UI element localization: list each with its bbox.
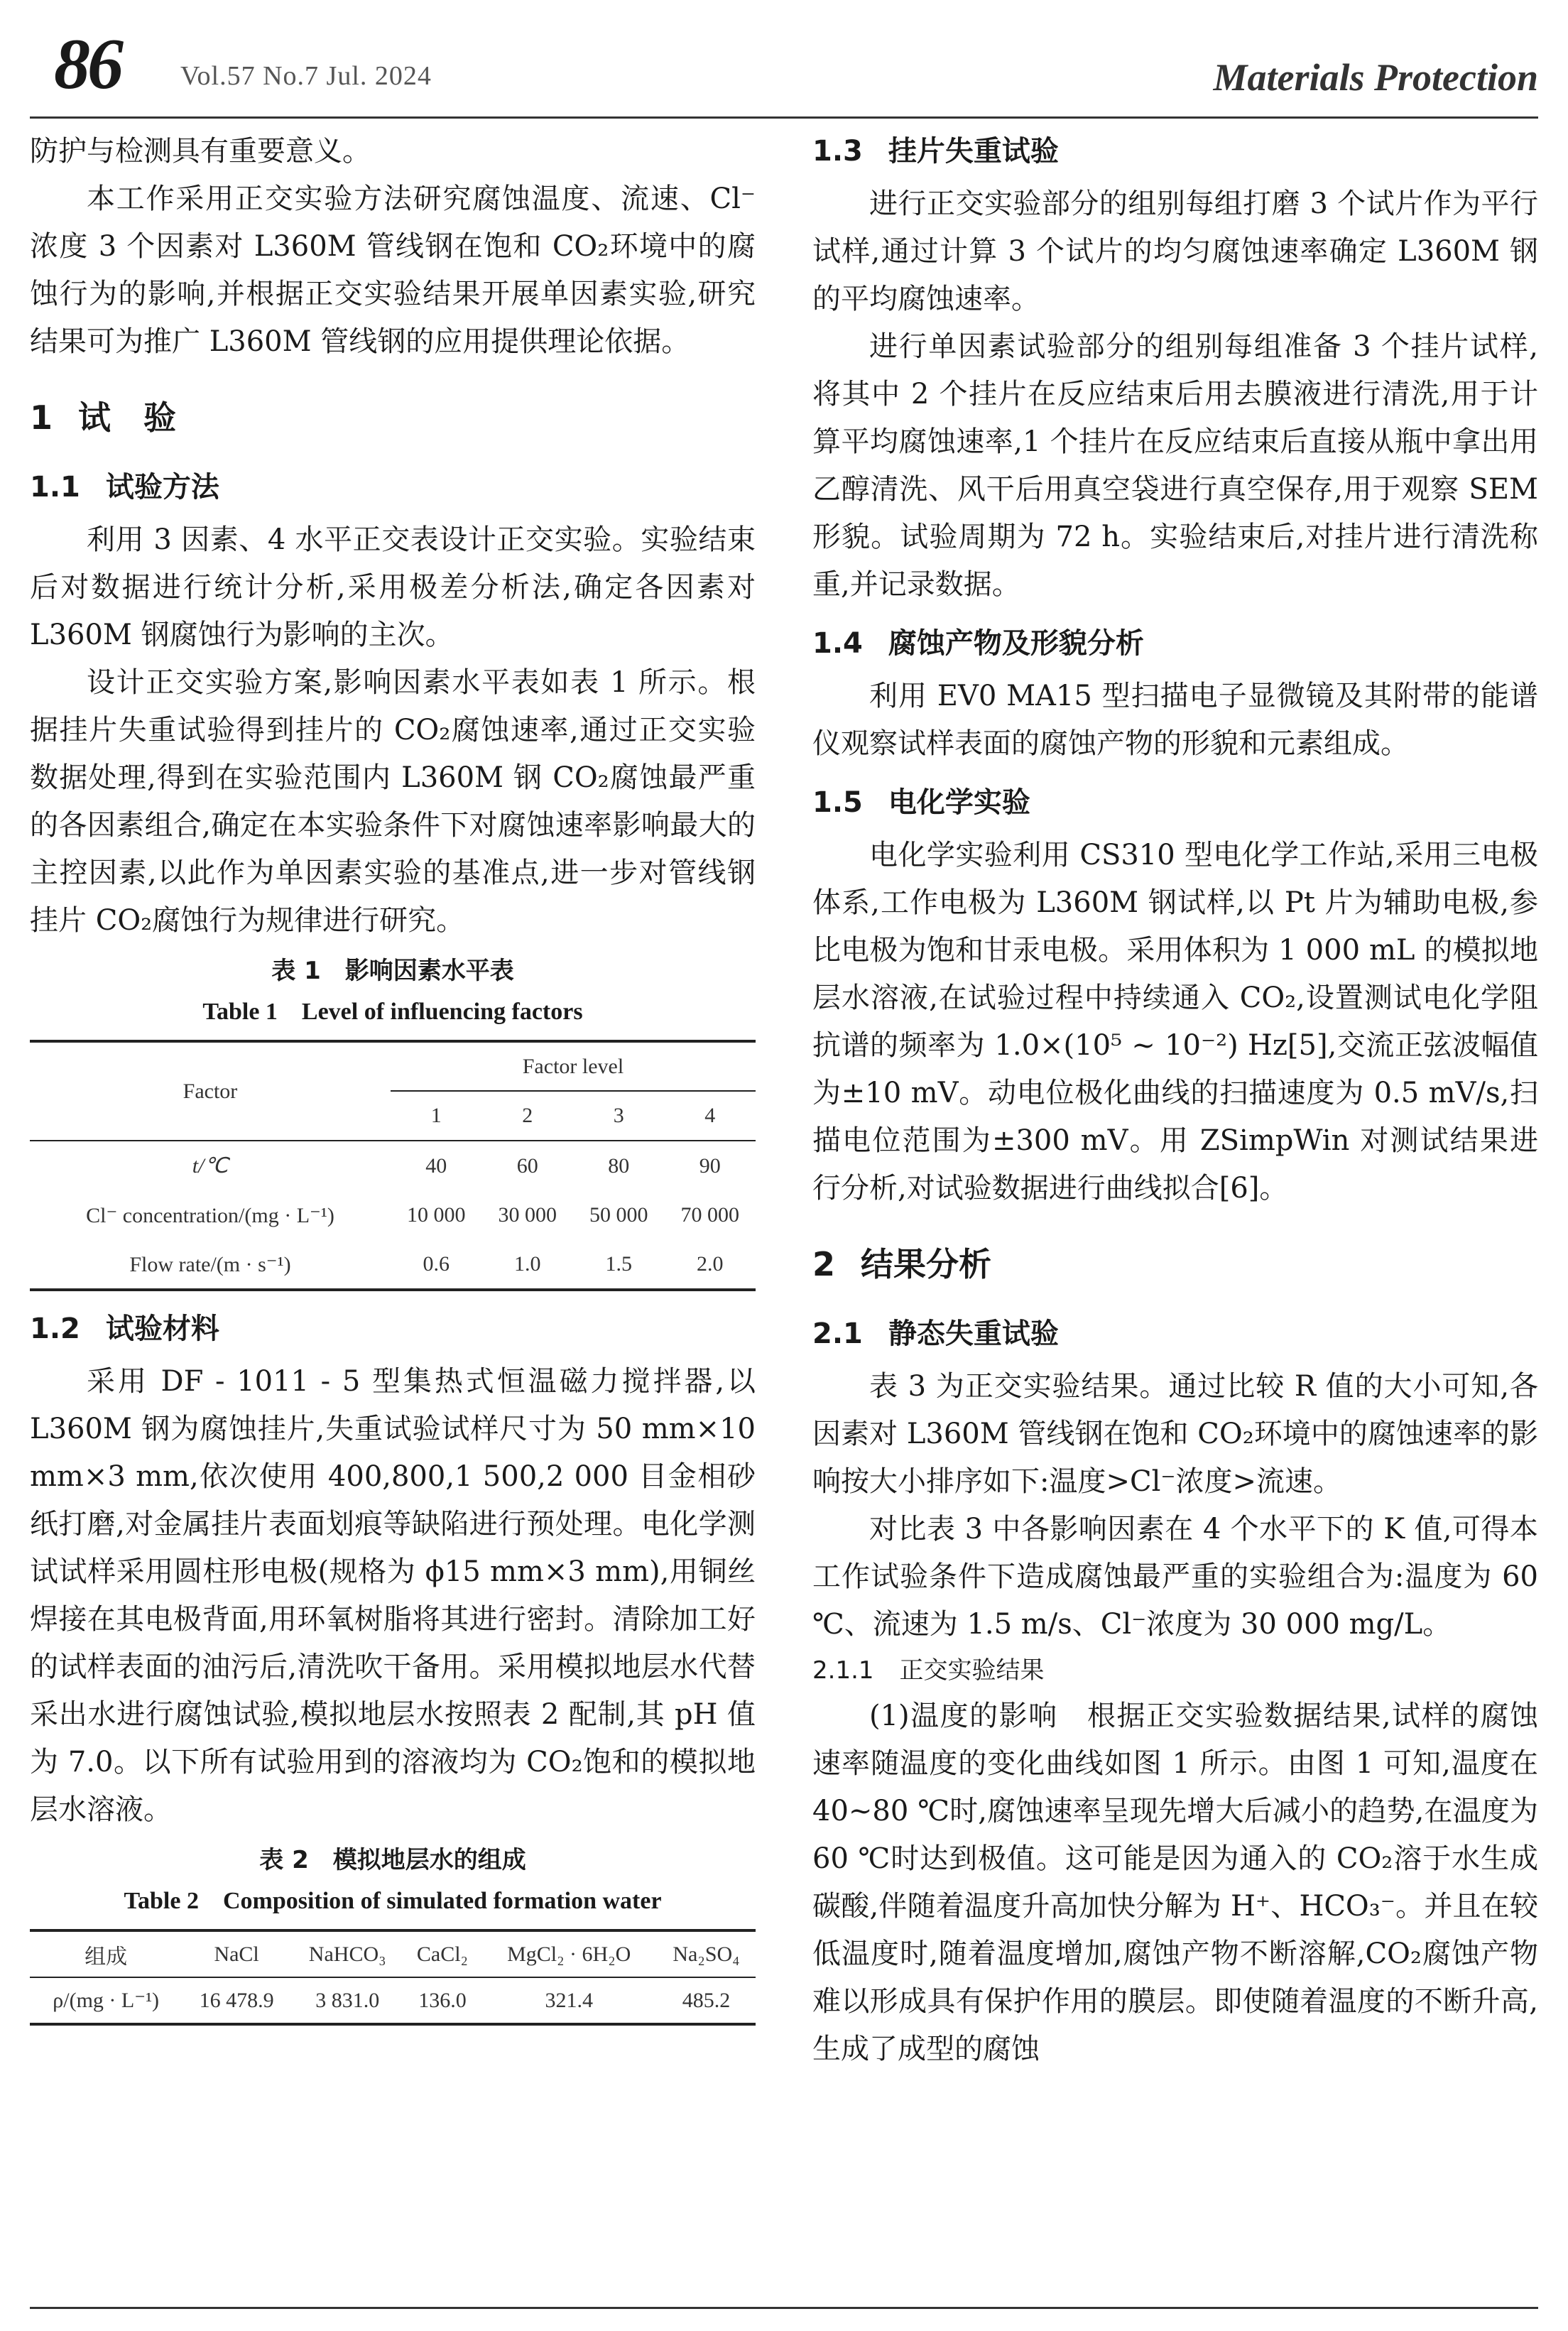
table-cell: 40: [425, 1153, 447, 1178]
section-number: 2.1.1: [812, 1656, 874, 1685]
table-2: [30, 1929, 756, 2026]
table-caption-cn: 表 2 模拟地层水的组成: [259, 1846, 526, 1874]
table-caption-en: Table 2 Composition of simulated formation water: [124, 1888, 662, 1914]
table-cell: 70 000: [680, 1203, 739, 1227]
table-cell: t/℃: [192, 1154, 229, 1178]
table-cell: 136.0: [418, 1988, 467, 2012]
table-header: Factor: [30, 1041, 391, 1141]
journal-name: Materials Protection: [1213, 56, 1538, 99]
table-cell: ρ/(mg · L⁻¹): [53, 1989, 160, 2012]
table-cell: 2.0: [696, 1252, 724, 1276]
paragraph: 进行单因素试验部分的组别每组准备 3 个挂片试样,将其中 2 个挂片在反应结束后用去膜液进行清洗,用于计算平均腐蚀速率,1 个挂片在反应结束后直接从瓶中拿出用乙醇清洗、风干后用真空袋进行真空保存,用于观察 SEM 形貌。试验周期为 72 h。实验结束后,对挂片进行清洗称重,并记录数据。: [812, 330, 1538, 601]
table-cell: 1.5: [605, 1252, 632, 1276]
table-cell: 1.0: [513, 1252, 541, 1276]
table-header: 2: [522, 1104, 533, 1127]
table-caption-cn: 表 1 影响因素水平表: [271, 957, 514, 985]
table-row: [30, 1977, 756, 2024]
table-cell: 3 831.0: [315, 1988, 380, 2012]
section-number: 2.1: [812, 1317, 863, 1350]
header-rule: [30, 116, 1538, 119]
paragraph: 利用 3 因素、4 水平正交表设计正交实验。实验结束后对数据进行统计分析,采用极差分析法,确定各因素对 L360M 钢腐蚀行为影响的主次。: [30, 523, 756, 651]
section-number: 1.3: [812, 135, 863, 168]
section-title: 结果分析: [861, 1245, 992, 1283]
table-row: [30, 1141, 756, 1190]
subsection-heading: [30, 464, 756, 511]
table-cell: 485.2: [682, 1988, 731, 2012]
footer-rule: [30, 2307, 1538, 2309]
subsection-heading: [30, 1305, 756, 1352]
page-number: 86: [54, 24, 121, 104]
issue-info: Vol.57 No.7 Jul. 2024: [180, 61, 432, 91]
table-header: NaHCO₃: [308, 1942, 386, 1966]
paragraph: 本工作采用正交实验方法研究腐蚀温度、流速、Cl⁻浓度 3 个因素对 L360M 管线钢在饱和 CO₂环境中的腐蚀行为的影响,并根据正交实验结果开展单因素实验,研究结果可为推广 L360M 管线钢的应用提供理论依据。: [30, 183, 756, 358]
table-header: MgCl₂ · 6H₂O: [507, 1942, 631, 1966]
table-cell: Cl⁻ concentration/(mg · L⁻¹): [86, 1203, 334, 1227]
paragraph: 设计正交实验方案,影响因素水平表如表 1 所示。根据挂片失重试验得到挂片的 CO₂腐蚀速率,通过正交实验数据处理,得到在实验范围内 L360M 钢 CO₂腐蚀最严重的各因素组合,确定在本实验条件下对腐蚀速率影响最大的主控因素,以此作为单因素实验的基准点,进一步对管线钢挂片 CO₂腐蚀行为规律进行研究。: [30, 666, 756, 937]
subsection-heading: [812, 128, 1538, 175]
table-header: CaCl₂: [416, 1942, 469, 1966]
table-cell: 321.4: [545, 1988, 593, 2012]
table-cell: 80: [608, 1153, 630, 1178]
table-header: 1: [430, 1104, 442, 1127]
section-number: 1.2: [30, 1313, 80, 1345]
table-header: 组成: [85, 1945, 128, 1969]
table-cell: 16 478.9: [199, 1988, 274, 2012]
paragraph: 电化学实验利用 CS310 型电化学工作站,采用三电极体系,工作电极为 L360M 钢试样,以 Pt 片为辅助电极,参比电极为饱和甘汞电极。采用体积为 1 000 mL 的模拟地层水溶液,在试验过程中持续通入 CO₂,设置测试电化学阻抗谱的频率为 1.0×(10⁵ ~ 10⁻²) Hz[5],交流正弦波幅值为±10 mV。动电位极化曲线的扫描速度为 0.5 mV/s,扫描电位范围为±300 mV。用 ZSimpWin 对测试结果进行分析,对试验数据进行曲线拟合[6]。: [812, 839, 1538, 1205]
table-cell: 90: [699, 1153, 721, 1178]
table-cell: 10 000: [406, 1203, 466, 1227]
section-heading: [30, 393, 756, 442]
table-header: 3: [613, 1104, 624, 1127]
subsection-heading: [812, 620, 1538, 667]
table-row: [30, 1240, 756, 1290]
section-title: 静态失重试验: [888, 1317, 1059, 1350]
table-header: 4: [704, 1104, 716, 1127]
table-cell: 50 000: [589, 1203, 648, 1227]
paragraph: 对比表 3 中各影响因素在 4 个水平下的 K 值,可得本工作试验条件下造成腐蚀最严重的实验组合为:温度为 60 ℃、流速为 1.5 m/s、Cl⁻浓度为 30 000 mg/L。: [812, 1513, 1538, 1641]
section-title: 试验材料: [105, 1313, 219, 1345]
subsubsection-heading: [812, 1648, 1538, 1692]
section-number: 1.1: [30, 471, 80, 504]
section-title: 试 验: [78, 398, 177, 437]
table-caption-en: Table 1 Level of influencing factors: [202, 999, 583, 1025]
section-number: 1.5: [812, 786, 863, 819]
table-1: [30, 1040, 756, 1291]
section-title: 正交实验结果: [899, 1656, 1045, 1685]
section-number: 1: [30, 398, 53, 437]
subsection-heading: [812, 1310, 1538, 1357]
page-header: [30, 24, 1538, 114]
table-cell: Flow rate/(m · s⁻¹): [129, 1252, 291, 1276]
paragraph: (1)温度的影响 根据正交实验数据结果,试样的腐蚀速率随温度的变化曲线如图 1 所示。由图 1 可知,温度在 40~80 ℃时,腐蚀速率呈现先增大后减小的趋势,在温度为 60 ℃时达到极值。这可能是因为通入的 CO₂溶于水生成碳酸,伴随着温度升高加快分解为 H⁺、HCO₃⁻。并且在较低温度时,随着温度增加,腐蚀产物不断溶解,CO₂腐蚀产物难以形成具有保护作用的膜层。即使随着温度的不断升高,生成了成型的腐蚀: [812, 1700, 1538, 2065]
section-title: 挂片失重试验: [888, 135, 1059, 168]
section-title: 腐蚀产物及形貌分析: [888, 627, 1144, 660]
subsection-heading: [812, 779, 1538, 826]
section-title: 电化学实验: [888, 786, 1030, 819]
paragraph: 表 3 为正交实验结果。通过比较 R 值的大小可知,各因素对 L360M 管线钢在饱和 CO₂环境中的腐蚀速率的影响按大小排序如下:温度>Cl⁻浓度>流速。: [812, 1370, 1538, 1498]
table-header: Factor level: [391, 1041, 756, 1091]
paragraph: 进行正交实验部分的组别每组打磨 3 个试片作为平行试样,通过计算 3 个试片的均匀腐蚀速率确定 L360M 钢的平均腐蚀速率。: [812, 188, 1538, 315]
section-number: 2: [812, 1245, 836, 1283]
left-column: [30, 128, 756, 2026]
section-heading: [812, 1239, 1538, 1289]
table-header: Na₂SO₄: [673, 1942, 740, 1966]
table-row: [30, 1190, 756, 1240]
section-number: 1.4: [812, 627, 863, 660]
paragraph: 防护与检测具有重要意义。: [30, 135, 371, 168]
paragraph: 利用 EV0 MA15 型扫描电子显微镜及其附带的能谱仪观察试样表面的腐蚀产物的形貌和元素组成。: [812, 680, 1538, 760]
paragraph: 采用 DF - 1011 - 5 型集热式恒温磁力搅拌器,以 L360M 钢为腐蚀挂片,失重试验试样尺寸为 50 mm×10 mm×3 mm,依次使用 400,800,1 500,2 000 目金相砂纸打磨,对金属挂片表面划痕等缺陷进行预处理。电化学测试试样采用圆柱形电极(规格为 ϕ15 mm×3 mm),用铜丝焊接在其电极背面,用环氧树脂将其进行密封。清除加工好的试样表面的油污后,清洗吹干备用。采用模拟地层水代替采出水进行腐蚀试验,模拟地层水按照表 2 配制,其 pH 值为 7.0。以下所有试验用到的溶液均为 CO₂饱和的模拟地层水溶液。: [30, 1365, 756, 1826]
right-column: [812, 128, 1538, 2073]
section-title: 试验方法: [105, 471, 219, 504]
table-cell: 0.6: [423, 1252, 450, 1276]
table-cell: 60: [516, 1153, 538, 1178]
table-cell: 30 000: [498, 1203, 557, 1227]
table-header: NaCl: [214, 1942, 259, 1966]
